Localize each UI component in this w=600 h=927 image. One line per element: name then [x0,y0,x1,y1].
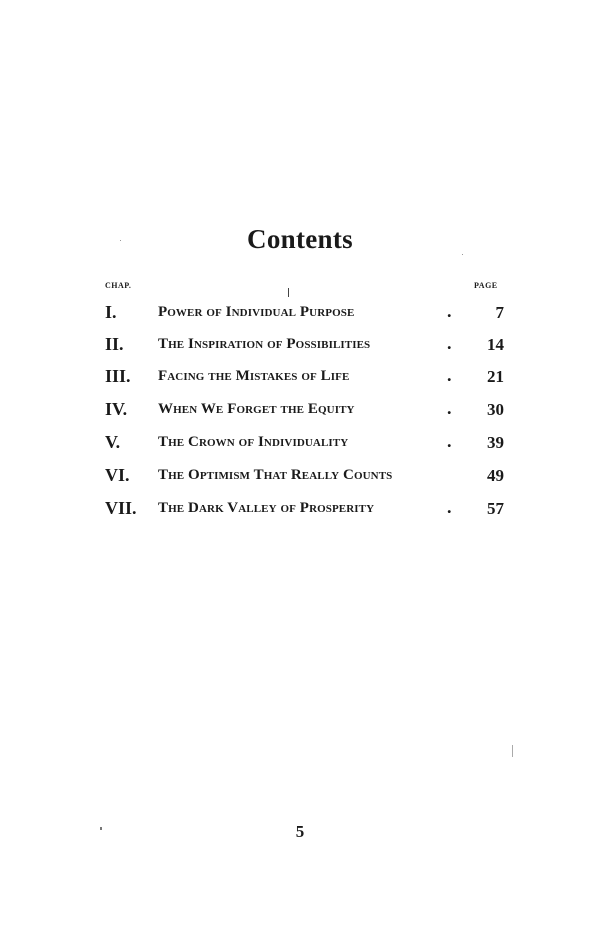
toc-entry [0,334,600,362]
page-number: 7 [495,303,504,322]
leader-dot: . [447,398,452,418]
scan-speck [100,827,102,830]
chapter-title: The Dark Valley of Prosperity [158,500,375,516]
scan-mark [288,288,289,297]
toc-entry [0,432,600,460]
chapter-title: When We Forget the Equity [158,401,355,417]
toc-entry [0,302,600,330]
leader-dot: . [447,333,452,353]
toc-entry [0,366,600,394]
page-number: 57 [487,499,504,518]
page-number: 49 [487,466,504,485]
scan-speck [512,745,513,757]
page-folio: 5 [295,822,305,841]
chapter-title: The Crown of Individuality [158,434,349,450]
chapter-number: II. [105,334,124,354]
chapter-number: VI. [105,465,130,485]
leader-dot: . [447,497,452,517]
leader-dot: . [447,301,452,321]
leader-dot: . [447,365,452,385]
page-title: Contents [247,224,353,254]
chapter-title: Facing the Mistakes of Life [158,368,350,384]
chapter-number: VII. [105,498,137,518]
toc-entry [0,498,600,526]
chapter-number: III. [105,366,131,386]
chapter-column-label: CHAP. [105,281,132,290]
scan-speck [462,254,463,255]
page-number: 30 [487,400,504,419]
page-number: 14 [487,335,504,354]
chapter-title: Power of Individual Purpose [158,304,355,320]
chapter-number: I. [105,302,117,322]
page-number: 21 [487,367,504,386]
chapter-number: V. [105,432,121,452]
leader-dot: . [447,431,452,451]
scan-speck [120,240,121,241]
chapter-title: The Inspiration of Possibilities [158,336,371,352]
toc-entry [0,399,600,427]
page-column-label: PAGE [474,281,498,290]
chapter-title: The Optimism That Really Counts [158,467,393,483]
page-number: 39 [487,433,504,452]
chapter-number: IV. [105,399,128,419]
toc-entry [0,465,600,493]
